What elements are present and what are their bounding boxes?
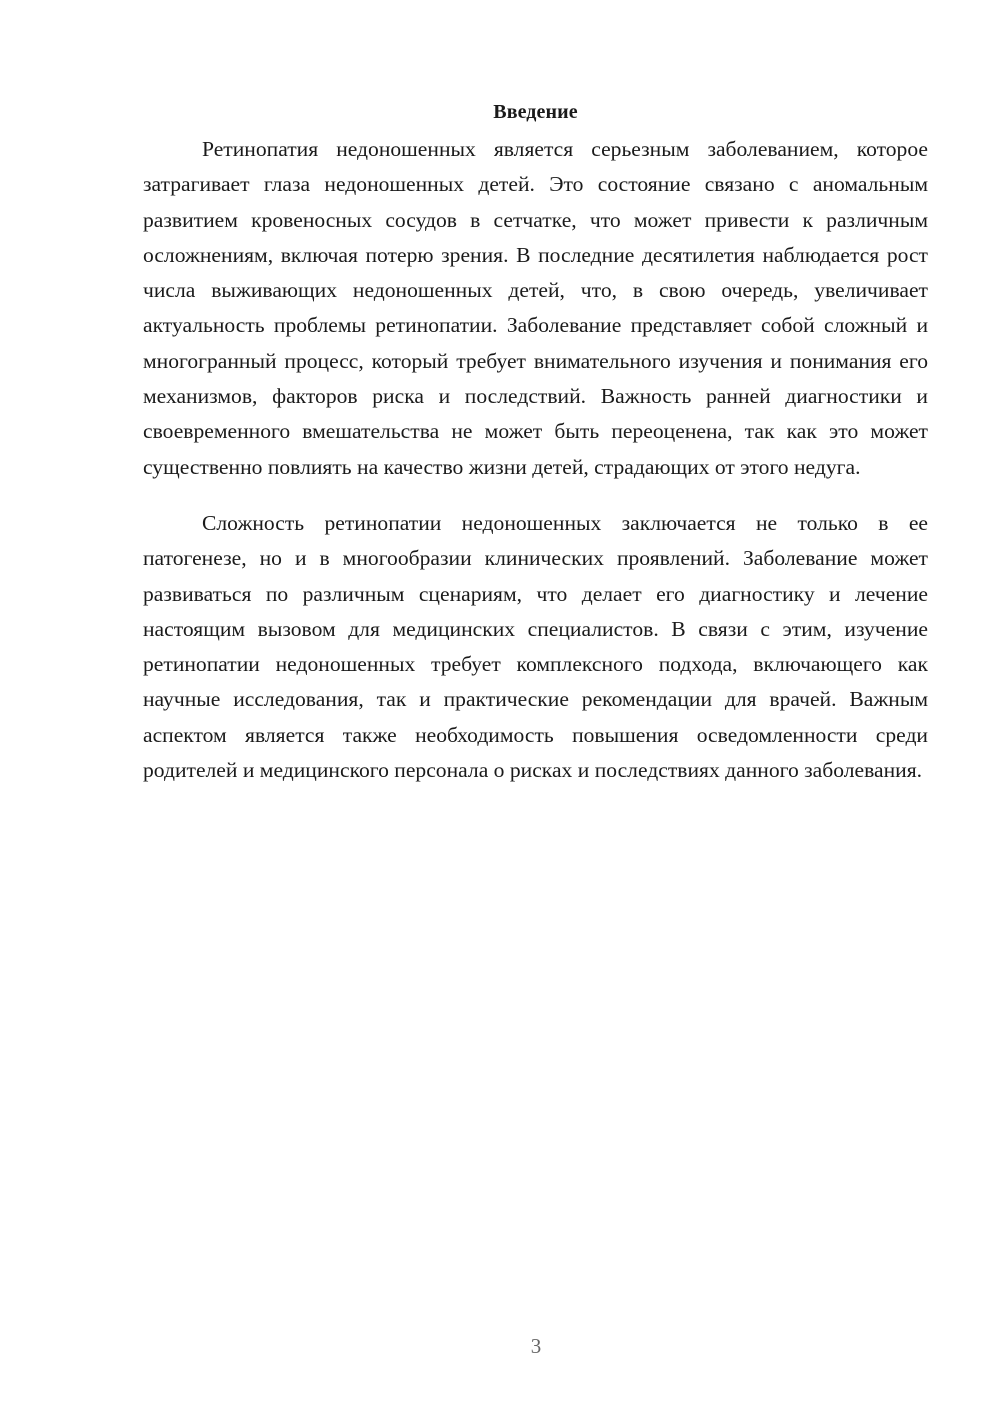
page-content [143,92,928,788]
section-heading: Введение [493,101,578,123]
paragraph-2: Сложность ретинопатии недоношенных заключается не только в ее патогенезе, но и в многообразии клинических проявлений. Заболевание может развиваться по различным сценариям, что делает его диагностику и лечение настоящим вызовом для медицинских специалистов. В связи с этим, изучение ретинопатии недоношенных требует комплексного подхода, включающего как научные исследования, так и практические рекомендации для врачей. Важным аспектом является также необходимость повышения осведомленности среди родителей и медицинского персонала о рисках и последствиях данного заболевания. [143,510,928,783]
paragraph-1: Ретинопатия недоношенных является серьезным заболеванием, которое затрагивает глаза недоношенных детей. Это состояние связано с аномальным развитием кровеносных сосудов в сетчатке, что может привести к различным осложнениям, включая потерю зрения. В последние десятилетия наблюдается рост числа выживающих недоношенных детей, что, в свою очередь, увеличивает актуальность проблемы ретинопатии. Заболевание представляет собой сложный и многогранный процесс, который требует внимательного изучения и понимания его механизмов, факторов риска и последствий. Важность ранней диагностики и своевременного вмешательства не может быть переоценена, так как это может существенно повлиять на качество жизни детей, страдающих от этого недуга. [143,137,928,479]
page-number: 3 [530,1334,542,1358]
